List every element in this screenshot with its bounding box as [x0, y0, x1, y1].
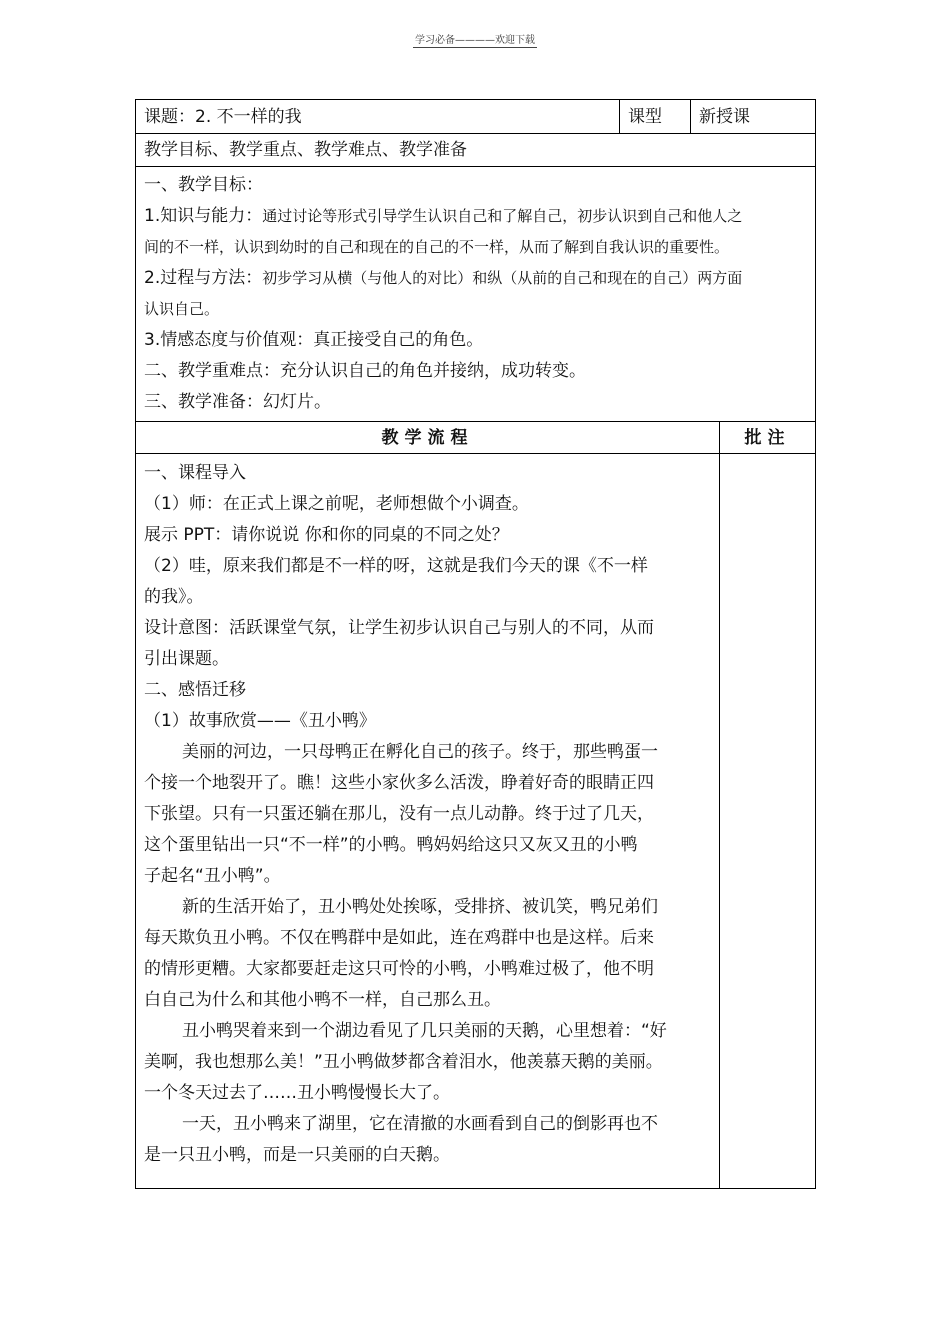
flow-content-row [136, 454, 815, 1188]
lesson-type-value: 新授课 [699, 107, 750, 127]
story-paragraph [144, 737, 711, 892]
story-line: 新的生活开始了，丑小鸭处处挨啄，受排挤、被讥笑，鸭兄弟们 [182, 897, 658, 917]
story-line: 一个冬天过去了……丑小鸭慢慢长大了。 [144, 1083, 450, 1103]
knowledge-label: 1.知识与能力： [144, 206, 263, 226]
flow-line: 一、课程导入 [144, 463, 246, 483]
flow-line: 设计意图：活跃课堂气氛，让学生初步认识自己与别人的不同，从而 [144, 618, 654, 638]
flow-line: 展示 PPT：请你说说 你和你的同桌的不同之处？ [144, 525, 509, 545]
flow-line: 二、感悟迁移 [144, 680, 246, 700]
story-line: 美啊，我也想那么美！”丑小鸭做梦都含着泪水，他羡慕天鹅的美丽。 [144, 1052, 663, 1072]
page-header [0, 31, 950, 48]
process-label: 2.过程与方法： [144, 268, 263, 288]
story-line: 子起名“丑小鸭”。 [144, 866, 281, 886]
knowledge-text-2: 间的不一样，认识到幼时的自己和现在的自己的不一样，从而了解到自我认识的重要性。 [144, 238, 730, 256]
story-line: 下张望。只有一只蛋还躺在那儿，没有一点儿动静。终于过了几天， [144, 804, 654, 824]
story-line: 个接一个地裂开了。瞧！这些小家伙多么活泼，睁着好奇的眼睛正四 [144, 773, 654, 793]
notes-heading: 批注 [744, 428, 791, 448]
objectives-heading: 一、教学目标： [144, 175, 263, 195]
lesson-type-label: 课型 [620, 100, 691, 133]
flow-line: 的我》。 [144, 587, 204, 607]
emotion-line: 3.情感态度与价值观：真正接受自己的角色。 [144, 330, 484, 350]
story-line: 是一只丑小鸭，而是一只美丽的白天鹅。 [144, 1145, 450, 1165]
title-row [136, 100, 815, 134]
process-line-1 [144, 263, 807, 294]
objectives-row [136, 167, 815, 422]
story-line: 一天，丑小鸭来了湖里，它在清撤的水画看到自己的倒影再也不 [182, 1114, 658, 1134]
flow-content [136, 454, 720, 1188]
section-heading: 教学目标、教学重点、教学难点、教学准备 [144, 140, 467, 160]
flow-heading-row [136, 422, 815, 454]
story-line: 这个蛋里钻出一只“不一样”的小鸭。鸭妈妈给这只又灰又丑的小鸭 [144, 835, 638, 855]
header-text: 学习必备————欢迎下载 [413, 31, 537, 48]
story-line: 的情形更糟。大家都要赶走这只可怜的小鸭，小鸭难过极了，他不明 [144, 959, 654, 979]
preparation-line: 三、教学准备：幻灯片。 [144, 392, 331, 412]
story-paragraph [144, 1016, 711, 1109]
process-text-2: 认识自己。 [144, 300, 220, 318]
story-line: 白自己为什么和其他小鸭不一样，自己那么丑。 [144, 990, 501, 1010]
flow-line: （2）哇，原来我们都是不一样的呀，这就是我们今天的课《不一样 [144, 556, 648, 576]
story-paragraph [144, 892, 711, 1016]
notes-cell [720, 454, 815, 1188]
knowledge-text-1: 通过讨论等形式引导学生认识自己和了解自己，初步认识到自己和他人之 [262, 207, 743, 225]
knowledge-line-1 [144, 201, 807, 232]
story-paragraph [144, 1109, 711, 1171]
story-line: 丑小鸭哭着来到一个湖边看见了几只美丽的天鹅，心里想着：“好 [182, 1021, 667, 1041]
key-points-line: 二、教学重难点：充分认识自己的角色并接纳，成功转变。 [144, 361, 586, 381]
flow-line: 引出课题。 [144, 649, 229, 669]
process-text-1: 初步学习从横（与他人的对比）和纵（从前的自己和现在的自己）两方面 [262, 269, 743, 287]
flow-line: （1）故事欣赏——《丑小鸭》 [144, 711, 376, 731]
section-heading-row [136, 134, 815, 167]
story-line: 美丽的河边，一只母鸭正在孵化自己的孩子。终于，那些鸭蛋一 [182, 742, 658, 762]
lesson-plan-table [135, 99, 816, 1189]
lesson-title: 课题：2. 不一样的我 [136, 100, 620, 133]
objectives-cell [136, 167, 815, 421]
flow-line: （1）师：在正式上课之前呢，老师想做个小调查。 [144, 494, 529, 514]
story-line: 每天欺负丑小鸭。不仅在鸭群中是如此，连在鸡群中也是这样。后来 [144, 928, 654, 948]
flow-heading: 教学流程 [136, 422, 720, 453]
